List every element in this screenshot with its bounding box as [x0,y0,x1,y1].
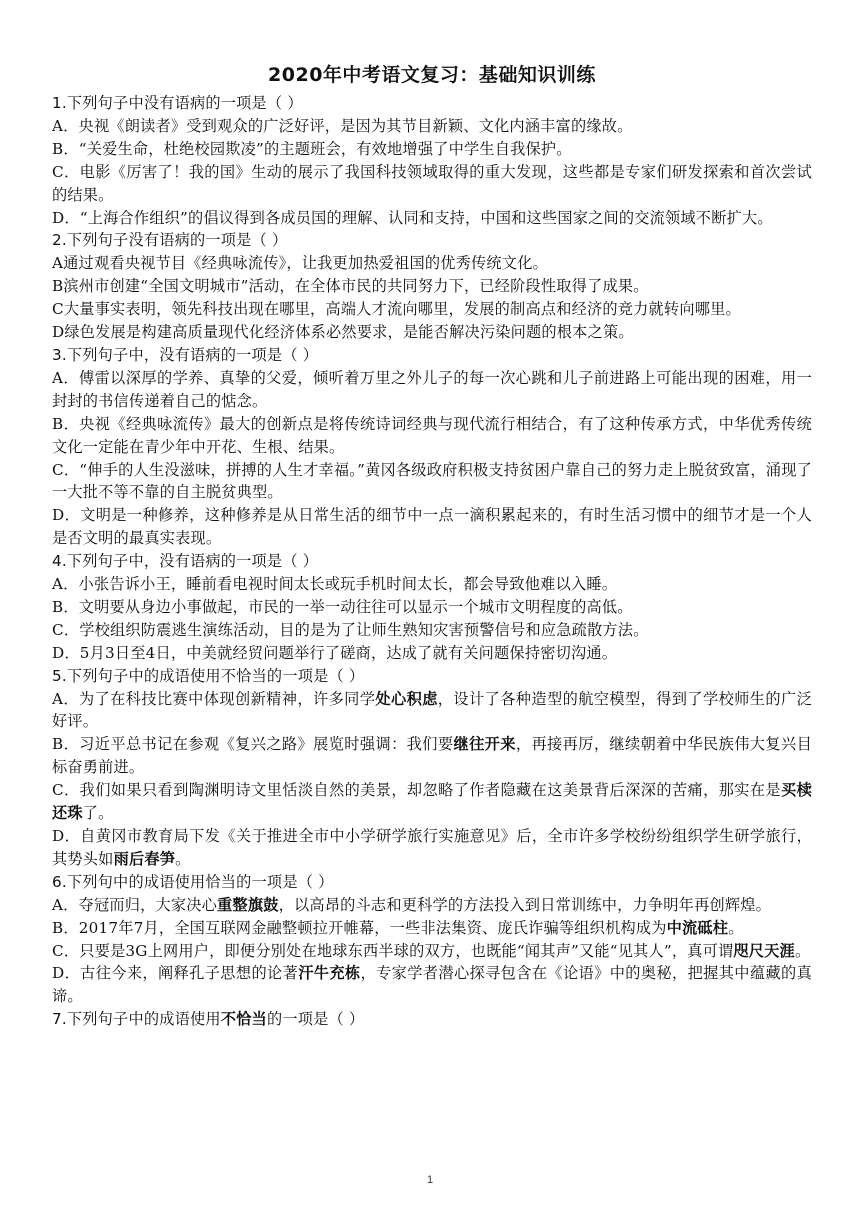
stem-text: 1.下列句子中没有语病的一项是（ ） [52,94,303,112]
option-text: D．文明是一种修养，这种修养是从日常生活的细节中一点一滴积累起来的，有时生活习惯中的细节才是一个人是否文明的最真实表现。 [52,506,812,548]
answer-option [52,825,812,871]
answer-option [52,779,812,825]
option-text: C．电影《厉害了！我的国》生动的展示了我国科技领域取得的重大发现，这些都是专家们研发探索和首次尝试的结果。 [52,162,812,204]
idiom-highlight: 处心积虑 [375,689,438,708]
answer-option [52,642,812,665]
option-text: C．只要是3G上网用户，即便分别处在地球东西半球的双方，也既能“闻其声”又能“见其人”，真可谓 [52,941,734,960]
answer-option [52,207,812,230]
option-text: B．“关爱生命，杜绝校园欺凌”的主题班会，有效地增强了中学生自我保护。 [52,139,572,158]
question-stem [52,871,812,894]
answer-option [52,573,812,596]
question-block [52,1008,812,1031]
question-block [52,871,812,1008]
answer-option [52,733,812,779]
document-page [52,60,812,1031]
stem-text: 4.下列句子中，没有语病的一项是（ ） [52,552,319,571]
question-block [52,344,812,550]
option-text: B．2017年7月，全国互联网金融整顿拉开帷幕，一些非法集资、庞氏诈骗等组织机构成为 [52,918,667,937]
option-text: A通过观看央视节目《经典咏流传》，让我更加热爱祖国的优秀传统文化。 [52,254,548,273]
question-stem [52,92,812,115]
answer-option [52,917,812,940]
option-text: A．傅雷以深厚的学养、真挚的父爱，倾听着万里之外儿子的每一次心跳和儿子前进路上可能出现的困难，用一封封的书信传递着自己的惦念。 [52,368,812,410]
answer-option [52,596,812,619]
answer-option [52,940,812,963]
question-stem [52,229,812,252]
stem-text: 6.下列句中的成语使用恰当的一项是（ ） [52,872,334,891]
option-text: 了。 [82,804,114,823]
option-text: C．“伸手的人生没滋味，拼搏的人生才幸福。”黄冈各级政府积极支持贫困户靠自己的努力走上脱贫致富，涌现了一大批不等不靠的自主脱贫典型。 [52,460,812,502]
option-text: A．小张告诉小王，睡前看电视时间太长或玩手机时间太长，都会导致他难以入睡。 [52,575,618,594]
question-list [52,92,812,1031]
idiom-highlight: 咫尺天涯 [733,941,795,960]
option-text: B滨州市创建“全国文明城市”活动，在全体市民的共同努力下，已经阶段性取得了成果。 [52,277,649,296]
answer-option [52,252,812,275]
option-text: B．文明要从身边小事做起，市民的一举一动往往可以显示一个城市文明程度的高低。 [52,597,633,616]
option-text: B．习近平总书记在参观《复兴之路》展览时强调：我们要 [52,735,454,754]
stem-emphasis: 不恰当 [220,1010,267,1029]
stem-text: 2.下列句子没有语病的一项是（ ） [52,231,288,250]
idiom-highlight: 中流砥柱 [666,918,729,937]
option-text: C大量事实表明，领先科技出现在哪里，高端人才流向哪里，发展的制高点和经济的竞力就转向哪里。 [52,300,741,319]
option-text: ，专家学者潜心探寻包含在《论语》中的奥秘，把握其中蕴藏的真谛。 [52,964,812,1006]
question-stem [52,1008,812,1031]
stem-text: 7.下列句子中的成语使用 [52,1010,221,1029]
idiom-highlight: 继往开来 [453,735,516,754]
answer-option [52,504,812,550]
option-text: A．夺冠而归，大家决心 [52,895,218,914]
answer-option [52,367,812,413]
question-block [52,229,812,344]
document-title: 2020年中考语文复习：基础知识训练 [268,64,596,86]
option-text: ，再接再厉，继续朝着中华民族伟大复兴目标奋勇前进。 [52,735,812,777]
option-text: 。 [175,849,191,868]
answer-option [52,688,812,734]
answer-option [52,138,812,161]
option-text: 。 [794,941,811,960]
option-text: D．自黄冈市教育局下发《关于推进全市中小学研学旅行实施意见》后，全市许多学校纷纷组织学生研学旅行，其势头如 [52,827,812,868]
question-stem [52,344,812,367]
answer-option [52,413,812,459]
answer-option [52,962,812,1008]
question-block [52,92,812,229]
option-text: 。 [728,918,744,937]
page-number: 1 [426,1174,434,1186]
stem-text: 的一项是（ ） [266,1010,365,1029]
question-block [52,665,812,871]
stem-text: 5.下列句子中的成语使用不恰当的一项是（ ） [52,666,365,685]
answer-option [52,321,812,344]
question-stem [52,665,812,688]
answer-option [52,459,812,505]
option-text: D．古往今来，阐释孔子思想的论著 [52,964,299,983]
question-stem [52,550,812,573]
option-text: A．央视《朗读者》受到观众的广泛好评，是因为其节目新颖、文化内涵丰富的缘故。 [52,116,633,135]
option-text: B．央视《经典咏流传》最大的创新点是将传统诗词经典与现代流行相结合，有了这种传承方式，中华优秀传统文化一定能在青少年中开花、生根、结果。 [52,414,812,456]
answer-option [52,161,812,207]
idiom-highlight: 重整旗鼓 [217,895,279,914]
option-text: A．为了在科技比赛中体现创新精神，许多同学 [52,689,376,708]
answer-option [52,894,812,917]
idiom-highlight: 买椟还珠 [52,781,812,823]
option-text: D．5月3日至4日，中美就经贸问题举行了磋商，达成了就有关问题保持密切沟通。 [52,643,618,662]
answer-option [52,115,812,138]
idiom-highlight: 雨后春笋 [113,849,176,868]
question-block [52,550,812,665]
option-text: C．我们如果只看到陶渊明诗文里恬淡自然的美景，却忽略了作者隐藏在这美景背后深深的苦痛，那实在是 [52,781,782,800]
stem-text: 3.下列句子中，没有语病的一项是（ ） [52,345,319,364]
option-text: D．“上海合作组织”的倡议得到各成员国的理解、认同和支持，中国和这些国家之间的交流领域不断扩大。 [52,208,773,227]
option-text: D绿色发展是构建高质量现代化经济体系必然要求，是能否解决污染问题的根本之策。 [52,323,634,342]
idiom-highlight: 汗牛充栋 [298,964,361,983]
answer-option [52,298,812,321]
option-text: C．学校组织防震逃生演练活动，目的是为了让师生熟知灾害预警信号和应急疏散方法。 [52,620,649,639]
option-text: ，以高昂的斗志和更科学的方法投入到日常训练中，力争明年再创辉煌。 [278,895,772,914]
answer-option [52,619,812,642]
answer-option [52,275,812,298]
option-text: ，设计了各种造型的航空模型，得到了学校师生的广泛好评。 [52,689,812,731]
